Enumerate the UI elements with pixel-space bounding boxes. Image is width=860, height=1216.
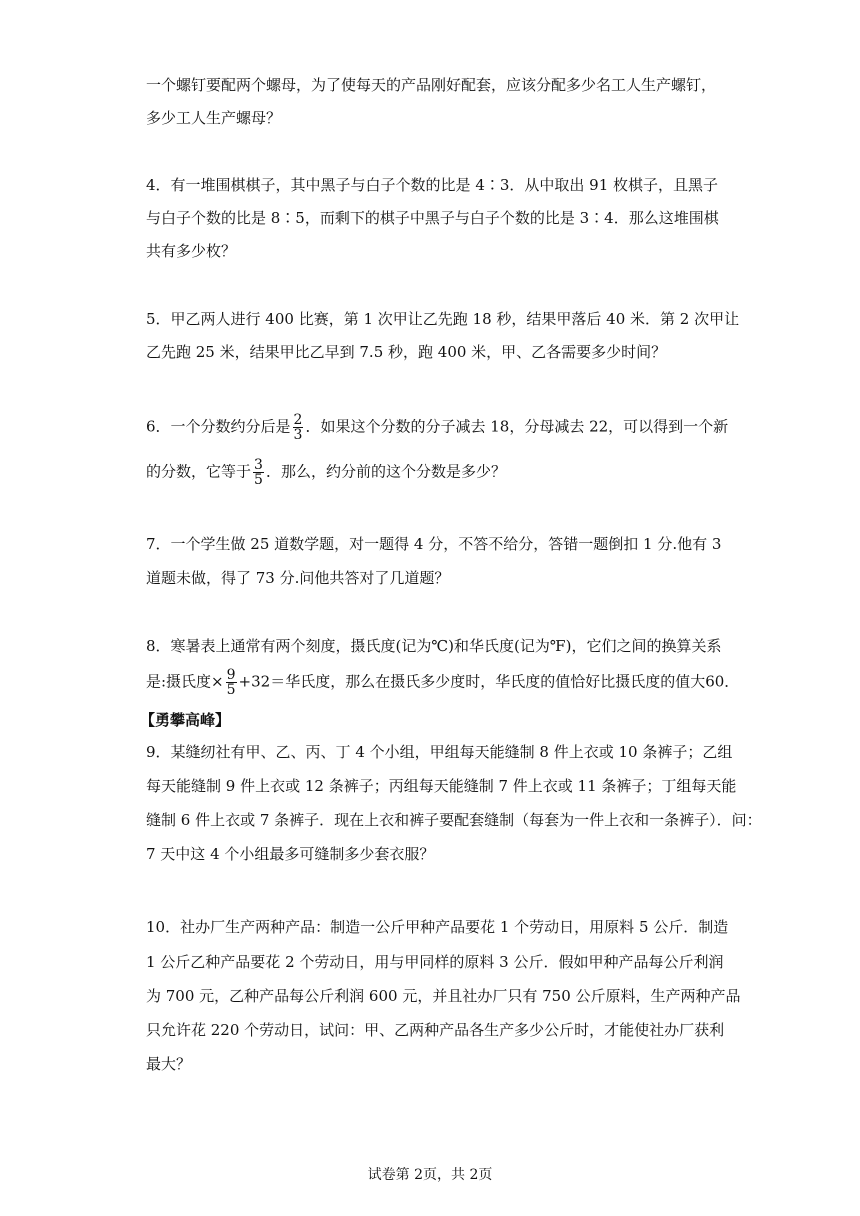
section-heading: 【勇攀高峰】 <box>140 711 231 729</box>
q6-text: ．如果这个分数的分子减去 18，分母减去 22，可以得到一个新 <box>305 417 729 436</box>
question-5-line: 5．甲乙两人进行 400 比赛，第 1 次甲让乙先跑 18 秒，结果甲落后 40 米．第 2 次甲让 <box>146 310 740 328</box>
question-4-line: 与白子个数的比是 8∶5，而剩下的棋子中黑子与白子个数的比是 3∶4．那么这堆围棋 <box>146 209 719 227</box>
question-10-line: 10．社办厂生产两种产品：制造一公斤甲种产品要花 1 个劳动日，用原料 5 公斤．制造 <box>146 918 729 936</box>
question-6-line <box>146 412 729 443</box>
text-line: 多少工人生产螺母？ <box>146 109 282 127</box>
fraction <box>293 413 304 442</box>
numerator: 9 <box>226 667 236 683</box>
question-10-line: 只允许花 220 个劳动日，试问：甲、乙两种产品各生产多少公斤时，才能使社办厂获利 <box>146 1021 725 1039</box>
denominator: 5 <box>226 682 236 698</box>
question-8-line <box>146 667 740 698</box>
denominator: 3 <box>293 427 303 443</box>
question-9-line: 7 天中这 4 个小组最多可缝制多少套衣服？ <box>146 845 435 863</box>
q8-text: +32＝华氏度，那么在摄氏多少度时，华氏度的值恰好比摄氏度的值大60． <box>238 672 740 691</box>
question-9-line: 缝制 6 件上衣或 7 条裤子．现在上衣和裤子要配套缝制（每套为一件上衣和一条裤子）．问： <box>146 811 762 829</box>
question-10-line: 1 公斤乙种产品要花 2 个劳动日，用与甲同样的原料 3 公斤．假如甲种产品每公斤利润 <box>146 953 724 971</box>
question-6-line <box>146 457 506 488</box>
text-line: 一个螺钉要配两个螺母，为了使每天的产品刚好配套，应该分配多少名工人生产螺钉， <box>146 76 717 94</box>
question-4-line: 4．有一堆围棋棋子，其中黑子与白子个数的比是 4∶3．从中取出 91 枚棋子，且黑子 <box>146 176 719 194</box>
question-10-line: 为 700 元，乙种产品每公斤利润 600 元，并且社办厂只有 750 公斤原料，生产两种产品 <box>146 987 741 1005</box>
question-9-line: 每天能缝制 9 件上衣或 12 条裤子；丙组每天能缝制 7 件上衣或 11 条裤子；丁组每天能 <box>146 777 737 795</box>
numerator: 2 <box>293 412 303 428</box>
page-footer: 试卷第 2页，共 2页 <box>367 1167 493 1183</box>
q6-text: 6．一个分数约分后是 <box>146 417 291 436</box>
question-5-line: 乙先跑 25 米，结果甲比乙早到 7.5 秒，跑 400 米，甲、乙各需要多少时间？ <box>146 343 667 361</box>
q8-text: 是:摄氏度× <box>146 672 224 691</box>
question-9-line: 9．某缝纫社有甲、乙、丙、丁 4 个小组，甲组每天能缝制 8 件上衣或 10 条裤子；乙组 <box>146 743 733 761</box>
question-10-line: 最大？ <box>146 1055 192 1073</box>
numerator: 3 <box>254 457 263 473</box>
q6-text: 的分数，它等于 <box>146 462 252 481</box>
question-4-line: 共有多少枚？ <box>146 242 237 260</box>
question-8-line: 8．寒暑表上通常有两个刻度，摄氏度(记为℃)和华氏度(记为℉)，它们之间的换算关系 <box>146 637 722 655</box>
question-7-line: 7．一个学生做 25 道数学题，对一题得 4 分，不答不给分，答错一题倒扣 1 分.他有 3 <box>146 535 722 553</box>
fraction <box>253 458 264 487</box>
fraction <box>226 668 237 697</box>
q6-text: ．那么，约分前的这个分数是多少？ <box>265 462 506 481</box>
question-7-line: 道题未做，得了 73 分.问他共答对了几道题？ <box>146 569 450 587</box>
denominator: 5 <box>254 472 263 488</box>
